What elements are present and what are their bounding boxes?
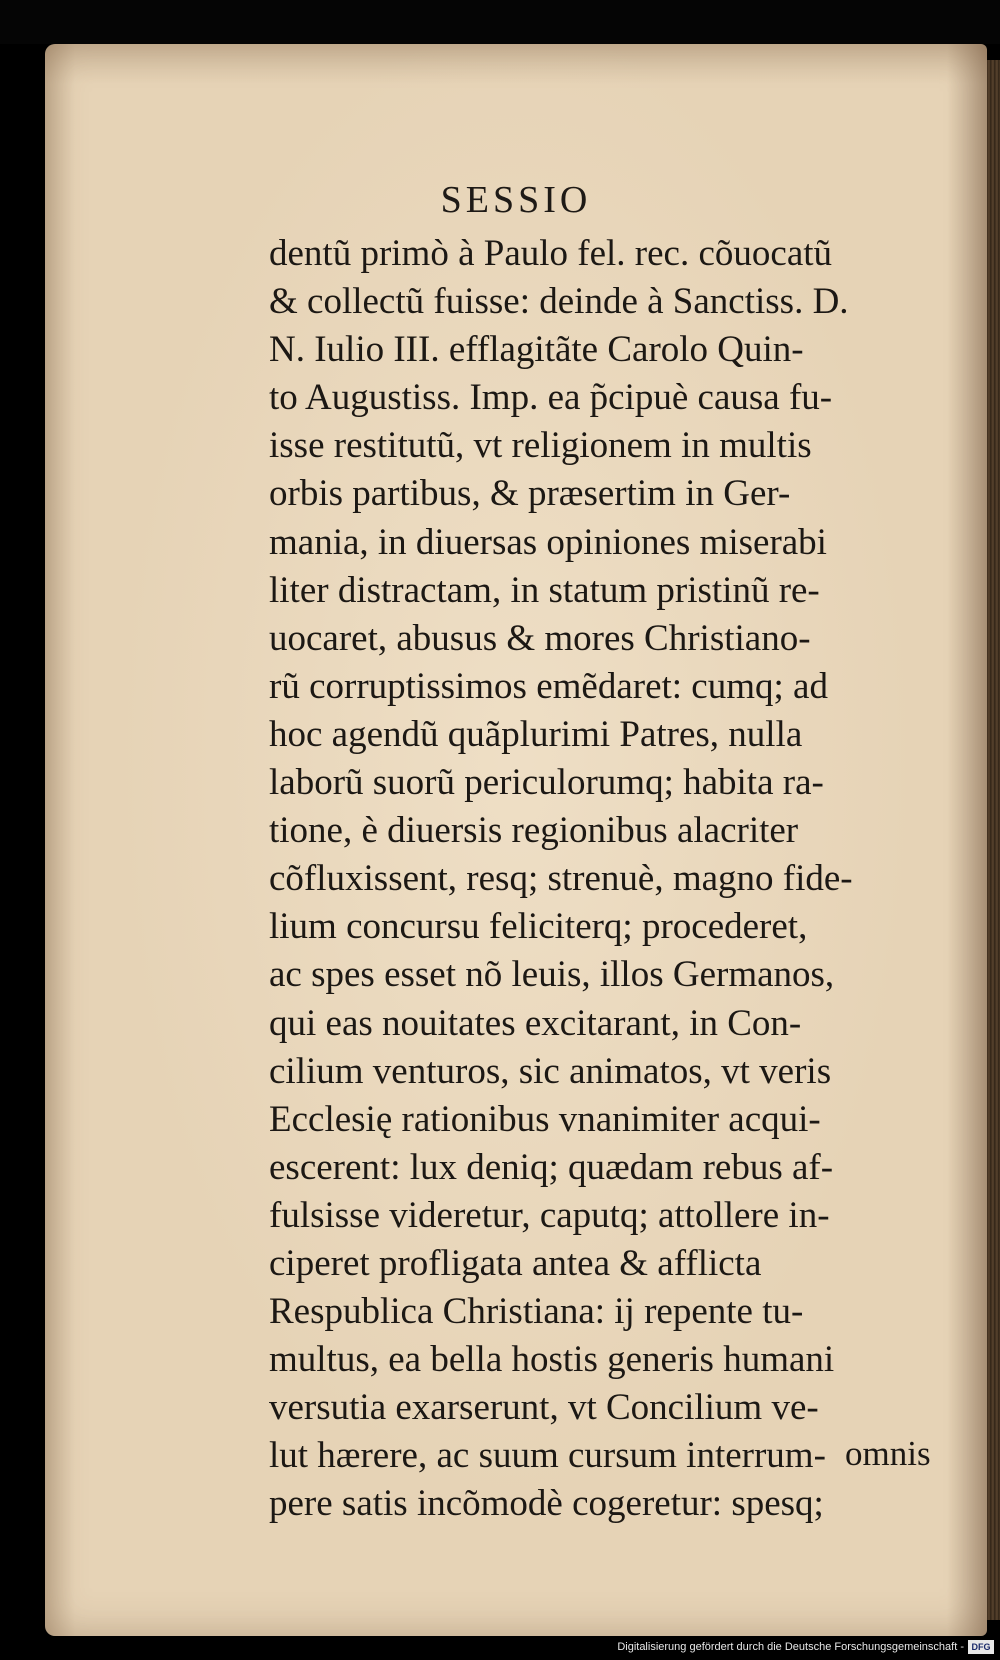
text-line: uocaret, abusus & mores Christiano-	[269, 617, 811, 659]
text-line: liter distractam, in statum pristinũ re-	[269, 569, 820, 611]
text-line: Respublica Christiana: ij repente tu-	[269, 1291, 804, 1333]
text-line: escerent: lux deniq; quædam rebus af-	[269, 1146, 834, 1188]
text-line: ciperet profligata antea & afflicta	[269, 1242, 762, 1284]
text-line: Ecclesię rationibus vnanimiter acqui-	[269, 1098, 821, 1140]
text-line: dentũ primò à Paulo fel. rec. cõuocatũ	[269, 233, 833, 274]
text-line: hoc agendũ quãplurimi Patres, nulla	[269, 713, 803, 755]
text-line: mania, in diuersas opiniones miserabi	[269, 521, 827, 563]
text-line: cilium venturos, sic animatos, vt veris	[269, 1050, 832, 1092]
text-line: pere satis incõmodè cogeretur: spesq;	[269, 1483, 824, 1525]
text-line: laborũ suorũ periculorumq; habita ra-	[269, 762, 824, 804]
text-line: rũ corruptissimos emẽdaret: cumq; ad	[269, 665, 828, 707]
text-line: tione, è diuersis regionibus alacriter	[269, 810, 799, 852]
text-line: & collectũ fuisse: deinde à Sanctiss. D.	[269, 281, 849, 323]
body-text	[269, 230, 993, 1529]
text-line: qui eas nouitates excitarant, in Con-	[269, 1002, 802, 1044]
text-line: cõfluxissent, resq; strenuè, magno fide-	[269, 858, 853, 900]
scan-top-margin	[0, 0, 1000, 44]
text-line: orbis partibus, & præsertim in Ger-	[269, 473, 791, 515]
text-line: N. Iulio III. efflagitãte Carolo Quin-	[269, 329, 804, 371]
text-line: fulsisse videretur, caputq; attollere in-	[269, 1194, 830, 1236]
text-line: lium concursu feliciterq; procederet,	[269, 906, 808, 948]
text-line: lut hærere, ac suum cursum interrum-	[269, 1435, 826, 1477]
funding-credit: Digitalisierung gefördert durch die Deutsche Forschungsgemeinschaft -	[617, 1641, 964, 1653]
text-line: isse restitutũ, vt religionem in multis	[269, 425, 812, 467]
page-heading: SESSIO	[440, 179, 592, 221]
text-line: versutia exarserunt, vt Concilium ve-	[269, 1387, 819, 1429]
text-line: to Augustiss. Imp. ea p̃cipuè causa fu-	[269, 377, 833, 419]
text-line: multus, ea bella hostis generis humani	[269, 1339, 835, 1381]
digitization-footer	[0, 1636, 1000, 1660]
catchword: omnis	[845, 1434, 931, 1473]
text-line: ac spes esset nõ leuis, illos Germanos,	[269, 954, 835, 996]
book-page	[45, 44, 987, 1636]
dfg-logo: DFG	[968, 1640, 994, 1654]
